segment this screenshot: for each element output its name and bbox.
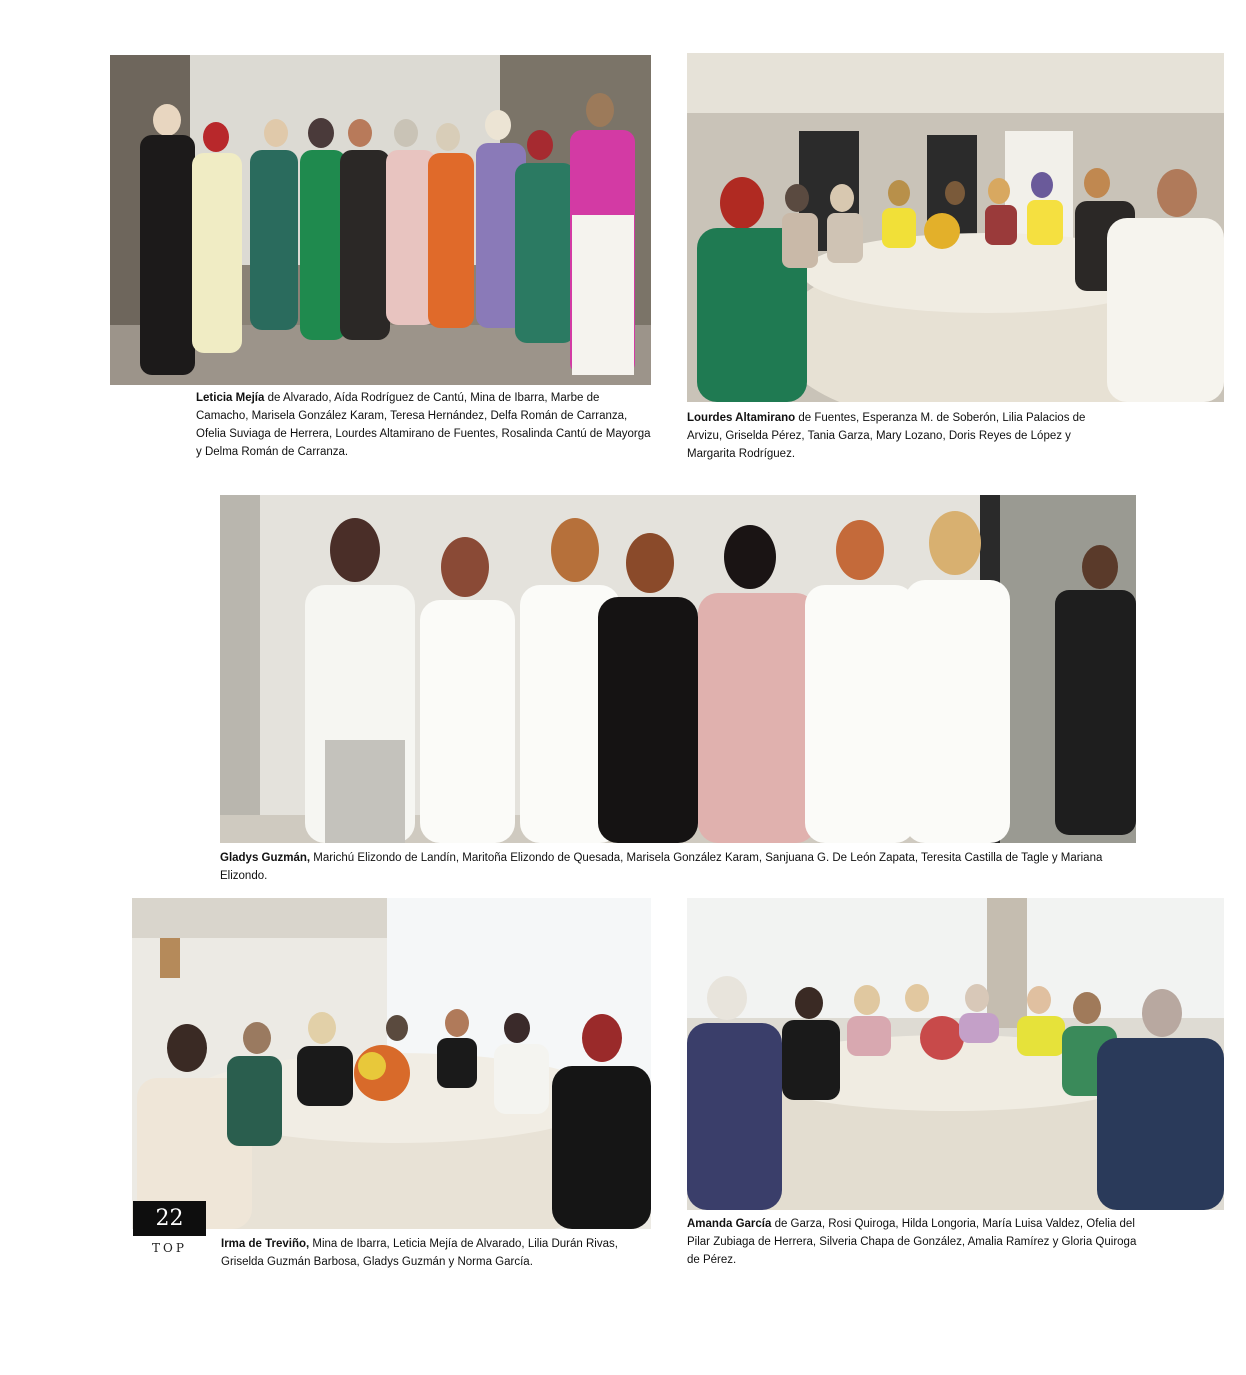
caption-group-standing-2 [220,849,1130,885]
photo-table-group-3 [687,898,1224,1210]
caption-rest: Mina de Ibarra, Leticia Mejía de Alvarado, Lilia Durán Rivas, Griselda Guzmán Barbosa, Gladys Guzmán y Norma García. [221,1238,618,1268]
caption-lead: Amanda García [687,1218,772,1230]
photo-table-group-2 [132,898,651,1229]
caption-table-group-2 [221,1235,651,1271]
caption-table-group-3 [687,1215,1139,1269]
caption-table-group-1 [687,409,1117,463]
caption-group-standing-1 [196,389,652,461]
caption-lead: Irma de Treviño, [221,1238,310,1250]
caption-rest: de Alvarado, Aída Rodríguez de Cantú, Mina de Ibarra, Marbe de Camacho, Marisela González Karam, Teresa Hernández, Delfa Román de Carranza, Ofelia Suviaga de Herrera, Lourdes Altamirano de Fuentes, Rosalinda Cantú de Mayorga y Delma Román de Carranza. [196,392,651,458]
page-number: 22 [133,1201,206,1236]
caption-lead: Gladys Guzmán, [220,852,311,864]
caption-rest: Marichú Elizondo de Landín, Maritoña Elizondo de Quesada, Marisela González Karam, Sanjuana G. De León Zapata, Teresita Castilla de Tagle y Mariana Elizondo. [220,852,1103,882]
caption-rest: de Fuentes, Esperanza M. de Soberón, Lilia Palacios de Arvizu, Griselda Pérez, Tania Garza, Mary Lozano, Doris Reyes de López y Margarita Rodríguez. [687,412,1086,460]
caption-rest: de Garza, Rosi Quiroga, Hilda Longoria, María Luisa Valdez, Ofelia del Pilar Zubiaga de Herrera, Silveria Chapa de González, Amalia Ramírez y Gloria Quiroga de Pérez. [687,1218,1137,1266]
section-label: TOP [152,1241,187,1255]
photo-group-standing-1 [110,55,651,385]
caption-lead: Leticia Mejía [196,392,265,404]
caption-lead: Lourdes Altamirano [687,412,796,424]
photo-group-standing-2 [220,495,1136,843]
photo-table-group-1 [687,53,1224,402]
